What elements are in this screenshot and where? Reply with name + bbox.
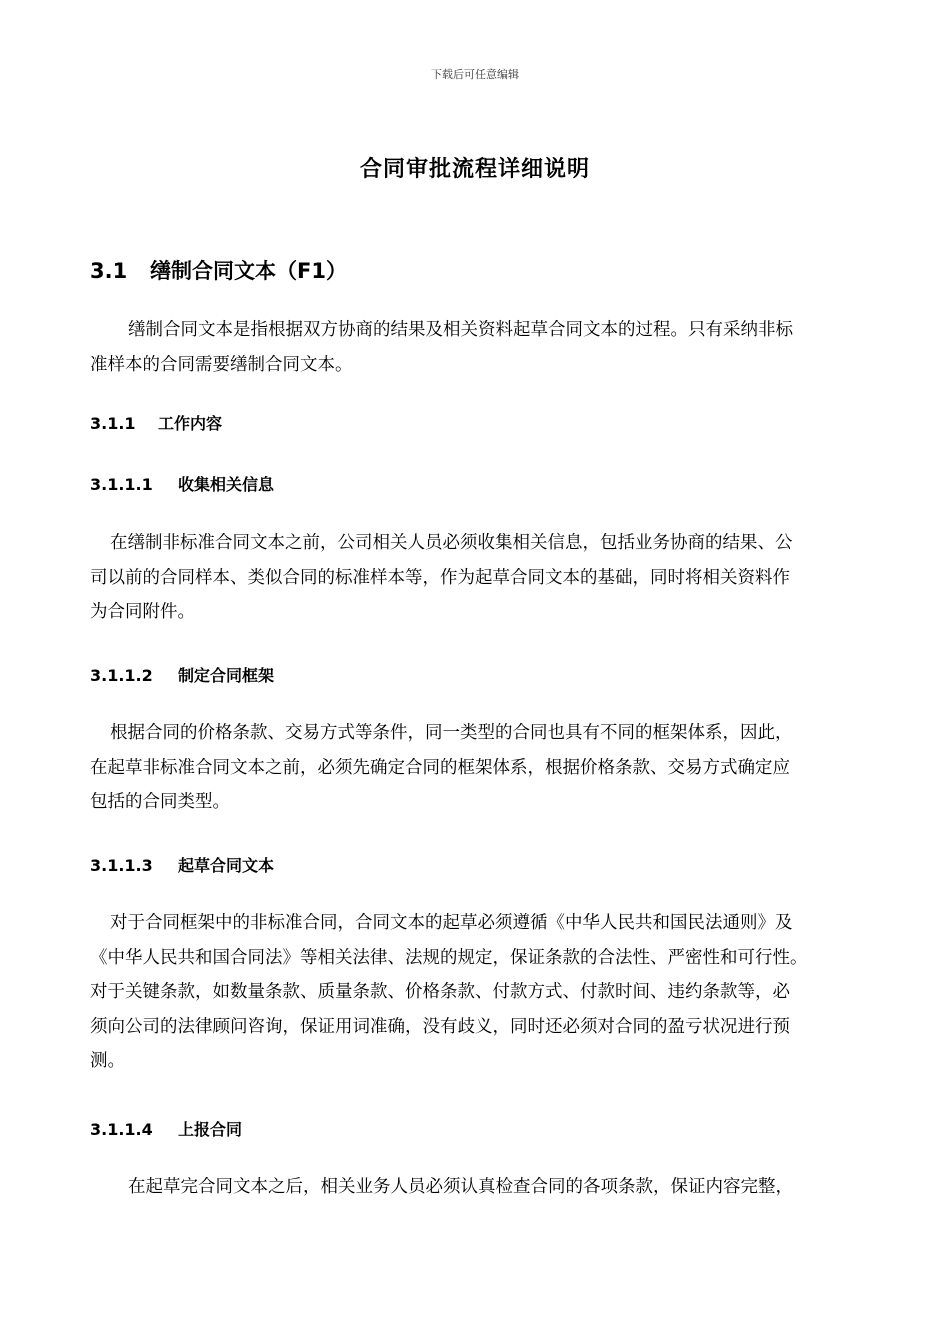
paragraph-line: 司以前的合同样本、类似合同的标准样本等，作为起草合同文本的基础，同时将相关资料作 xyxy=(90,567,790,588)
item-number: 3.1.1.2 xyxy=(90,666,153,685)
paragraph-line: 准样本的合同需要缮制合同文本。 xyxy=(90,354,353,375)
item-heading xyxy=(90,472,274,495)
paragraph-line: 在缮制非标准合同文本之前，公司相关人员必须收集相关信息，包括业务协商的结果、公 xyxy=(110,533,793,553)
item-number: 3.1.1.4 xyxy=(90,1120,153,1139)
paragraph-line: 测。 xyxy=(90,1051,125,1071)
item-title: 制定合同框架 xyxy=(178,666,275,685)
paragraph-line: 对于关键条款，如数量条款、质量条款、价格条款、付款方式、付款时间、违约条款等，必 xyxy=(90,982,790,1002)
item-number: 3.1.1.3 xyxy=(90,856,153,875)
item-paragraph xyxy=(90,716,862,820)
subsection-number: 3.1.1 xyxy=(90,414,136,433)
section-intro xyxy=(90,313,862,382)
paragraph-line: 根据合同的价格条款、交易方式等条件，同一类型的合同也具有不同的框架体系，因此， xyxy=(110,723,793,743)
paragraph-line: 对于合同框架中的非标准合同，合同文本的起草必须遵循《中华人民共和国民法通则》及 xyxy=(110,913,793,933)
item-paragraph xyxy=(90,526,862,630)
section-heading xyxy=(90,255,347,285)
subsection-heading xyxy=(90,411,222,434)
item-title: 上报合同 xyxy=(178,1120,243,1139)
paragraph-line: 在起草完合同文本之后，相关业务人员必须认真检查合同的各项条款，保证内容完整， xyxy=(128,1177,793,1197)
item-heading xyxy=(90,1117,242,1140)
paragraph-line: 缮制合同文本是指根据双方协商的结果及相关资料起草合同文本的过程。只有采纳非标 xyxy=(128,320,793,340)
paragraph-line: 在起草非标准合同文本之前，必须先确定合同的框架体系，根据价格条款、交易方式确定应 xyxy=(90,757,790,778)
paragraph-line: 为合同附件。 xyxy=(90,602,195,622)
paragraph-line: 《中华人民共和国合同法》等相关法律、法规的规定，保证条款的合法性、严密性和可行性。 xyxy=(90,947,808,968)
item-paragraph xyxy=(90,1170,862,1205)
section-number: 3.1 xyxy=(90,259,128,283)
paragraph-line: 包括的合同类型。 xyxy=(90,792,230,812)
item-title: 收集相关信息 xyxy=(178,475,275,494)
document-title: 合同审批流程详细说明 xyxy=(359,157,590,182)
item-title: 起草合同文本 xyxy=(178,856,275,875)
subsection-title: 工作内容 xyxy=(158,414,223,433)
paragraph-line: 须向公司的法律顾问咨询，保证用词准确，没有歧义，同时还必须对合同的盈亏状况进行预 xyxy=(90,1016,790,1037)
item-heading xyxy=(90,853,274,876)
page-header: 下载后可任意编辑 xyxy=(431,68,519,81)
item-number: 3.1.1.1 xyxy=(90,475,153,494)
item-paragraph xyxy=(90,906,862,1079)
section-title: 缮制合同文本（F1） xyxy=(150,259,347,283)
item-heading xyxy=(90,663,274,686)
